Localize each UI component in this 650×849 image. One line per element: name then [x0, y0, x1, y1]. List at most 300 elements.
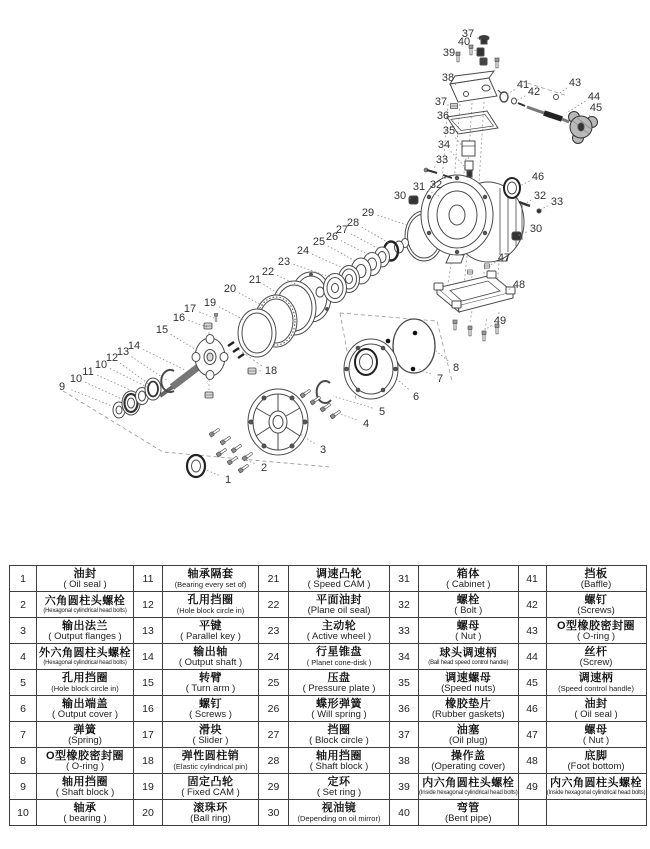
- part-output-cover-6: [344, 339, 398, 399]
- table-row: [10, 618, 647, 644]
- part-name-cell: [289, 618, 390, 644]
- part-name-cell: [419, 696, 519, 722]
- part-knob-45: [569, 112, 598, 144]
- part-name-cell: [289, 566, 390, 592]
- part-name-cn: 内六角圆柱头螺栓: [422, 776, 515, 789]
- part-number-label: 33: [435, 154, 449, 166]
- part-number-label: 11: [82, 366, 94, 378]
- part-name-cell: [163, 592, 259, 618]
- part-name-en: ( Cabinet ): [446, 578, 491, 590]
- part-number-cell: 24: [259, 644, 289, 670]
- part-name-cn: 螺母: [456, 619, 480, 632]
- part-name-cn: 外六角圆柱头螺栓: [39, 646, 131, 659]
- part-number-cell: 36: [390, 696, 419, 722]
- part-name-cn: 橡胶垫片: [445, 697, 492, 710]
- leader-line: [520, 181, 529, 186]
- part-name-cell: [37, 748, 134, 774]
- part-name-en: ( Fixed CAM ): [181, 786, 240, 798]
- table-row: [10, 800, 647, 826]
- leader-line: [219, 307, 246, 321]
- part-number-cell: 14: [134, 644, 163, 670]
- part-number-label: 21: [248, 274, 262, 286]
- part-name-en: ( Shaft block ): [55, 786, 115, 798]
- part-name-cn: 油塞: [456, 723, 480, 736]
- part-number-label: 35: [442, 125, 456, 137]
- part-name-cell: [546, 618, 646, 644]
- part-name-en: (Bent pipe): [445, 812, 492, 824]
- part-name-cn: 滑块: [199, 723, 222, 736]
- part-bolt-4: [300, 388, 311, 398]
- part-name-cell: [289, 748, 390, 774]
- leader-line: [526, 200, 531, 203]
- part-number-cell: 35: [390, 670, 419, 696]
- part-number-label: 3: [319, 444, 327, 456]
- part-name-cn: 行星锥盘: [316, 646, 362, 658]
- leader-line: [131, 357, 168, 381]
- part-name-cell: [37, 670, 134, 696]
- part-number-label: 32: [429, 179, 443, 191]
- leader-line: [143, 349, 185, 370]
- part-number-label: 36: [436, 110, 450, 122]
- leader-line: [328, 246, 357, 262]
- leader-line: [540, 206, 548, 210]
- part-number-label: 40: [457, 36, 471, 48]
- part-number-cell: 5: [10, 670, 37, 696]
- part-number-cell: 45: [518, 670, 546, 696]
- part-number-cell: 40: [390, 800, 419, 826]
- part-plug-30b: [512, 232, 521, 240]
- part-name-cell: [419, 748, 519, 774]
- part-screw-42: [512, 98, 517, 104]
- part-name-cell: [546, 644, 646, 670]
- base-foot: [434, 264, 515, 341]
- part-name-en: ( Active wheel ): [306, 630, 372, 642]
- table-row: [10, 774, 647, 800]
- part-name-cn: 压盘: [327, 671, 351, 684]
- table-row: [10, 566, 647, 592]
- part-name-cn: 滚珠环: [193, 801, 228, 814]
- part-name-cell: [163, 722, 259, 748]
- part-number-cell: 44: [518, 644, 546, 670]
- part-name-en: (Baffle): [580, 578, 612, 590]
- part-name-cell: [546, 696, 646, 722]
- part-name-en: (Depending on oil mirror): [297, 814, 381, 823]
- part-number-label: 39: [442, 47, 456, 59]
- leader-line: [566, 101, 585, 113]
- table-row: [10, 722, 647, 748]
- part-number-cell: 4: [10, 644, 37, 670]
- part-name-cn: 油封: [584, 697, 608, 710]
- part-nut-47: [484, 264, 490, 268]
- part-number-label: 48: [512, 279, 526, 291]
- part-name-cn: 轴承隔套: [187, 568, 234, 580]
- part-number-label: 1: [224, 474, 232, 486]
- part-number-cell: 39: [390, 774, 419, 800]
- part-name-cn: O型橡胶密封圈: [45, 749, 125, 762]
- part-number-cell: 27: [259, 722, 289, 748]
- part-name-cn: 轴承: [73, 801, 97, 814]
- part-number-cell: 8: [10, 748, 37, 774]
- part-name-cell: [163, 748, 259, 774]
- part-name-cn: 调速螺母: [445, 671, 492, 684]
- part-bolt-2: [209, 427, 220, 437]
- part-slider-18: [248, 368, 256, 374]
- part-name-cell: [546, 722, 646, 748]
- part-name-cell: [419, 670, 519, 696]
- leader-line: [206, 470, 219, 475]
- part-name-cell: [289, 800, 390, 826]
- part-name-en: ( Oil seal ): [574, 708, 618, 720]
- part-number-cell: 38: [390, 748, 419, 774]
- part-number-label: 30: [393, 190, 407, 202]
- part-output-flange-3: [248, 389, 308, 455]
- part-number-cell: 13: [134, 618, 163, 644]
- part-number-label: 37: [434, 96, 448, 108]
- part-name-en: ( Output cover ): [52, 708, 118, 720]
- part-number-label: 12: [105, 352, 119, 364]
- shaft-assembly: [113, 313, 256, 418]
- part-number-label: 45: [589, 102, 603, 114]
- part-baffle-41: [500, 92, 508, 102]
- part-name-cn: 油封: [73, 567, 97, 580]
- part-number-label: 37: [461, 28, 475, 40]
- part-number-cell: 47: [518, 722, 546, 748]
- leader-line: [110, 368, 147, 387]
- part-name-cell: [546, 670, 646, 696]
- part-name-cn: 弯管: [456, 801, 480, 814]
- part-ring-19: [238, 309, 276, 357]
- part-number-label: 17: [183, 303, 197, 315]
- part-name-cell: [37, 566, 134, 592]
- part-name-cn: O型橡胶密封圈: [557, 619, 636, 632]
- leader-line: [341, 241, 369, 255]
- part-name-en: (Screws): [577, 604, 615, 616]
- part-name-en: ( Planet cone-disk ): [306, 658, 372, 667]
- leader-line: [340, 414, 357, 420]
- parts-table: [9, 565, 647, 826]
- leader-line: [397, 379, 409, 389]
- part-number-cell: 46: [518, 696, 546, 722]
- part-name-cell: [163, 774, 259, 800]
- part-name-cn: 输出法兰: [62, 619, 108, 632]
- part-name-en: (Oil plug): [448, 734, 488, 746]
- part-name-en: ( Set ring ): [316, 786, 362, 798]
- part-name-en: (Inside hexagonal cylindrical head bolts): [419, 789, 518, 796]
- part-name-en: (Elastic cylindrical pin): [173, 762, 248, 771]
- part-name-en: (Hole block circle in): [176, 606, 245, 615]
- part-name-en: ( Output flanges ): [48, 630, 122, 642]
- part-name-en: ( Block circle ): [309, 734, 369, 746]
- part-number-cell: 34: [390, 644, 419, 670]
- part-number-label: 28: [346, 217, 360, 229]
- part-number-cell: 3: [10, 618, 37, 644]
- part-name-en: (Plane oil seal): [307, 604, 371, 616]
- part-name-cell: [419, 722, 519, 748]
- part-name-cell: [289, 696, 390, 722]
- part-number-cell: 41: [518, 566, 546, 592]
- part-name-cn: 底脚: [584, 749, 608, 762]
- part-name-cell: [419, 644, 519, 670]
- part-name-en: ( O-ring ): [577, 630, 616, 642]
- part-name-cn: 球头调速柄: [439, 646, 498, 659]
- part-name-cell: [289, 722, 390, 748]
- part-name-en: ( Bolt ): [454, 604, 483, 616]
- leader-line: [171, 334, 198, 351]
- part-number-label: 10: [94, 359, 108, 371]
- leader-line: [312, 254, 345, 269]
- part-number-label: 9: [58, 381, 66, 393]
- part-number-label: 38: [441, 72, 455, 84]
- part-number-cell: 33: [390, 618, 419, 644]
- leader-line: [516, 96, 525, 101]
- part-name-cn: 螺钉: [199, 697, 222, 710]
- part-name-cn: 内六角圆柱头螺栓: [550, 776, 643, 789]
- part-name-cn: 平键: [199, 619, 222, 632]
- part-number-cell: 7: [10, 722, 37, 748]
- part-number-cell: 9: [10, 774, 37, 800]
- part-name-cn: 孔用挡圈: [187, 594, 234, 606]
- part-number-cell: 32: [390, 592, 419, 618]
- part-number-cell: 28: [259, 748, 289, 774]
- part-number-label: 34: [437, 139, 451, 151]
- part-screw-49: [468, 326, 472, 336]
- part-name-en: (Spring): [68, 734, 102, 746]
- part-name-cn: 箱体: [456, 567, 480, 580]
- part-number-label: 8: [452, 362, 460, 374]
- leader-line: [199, 312, 214, 318]
- part-name-cell: [419, 592, 519, 618]
- leader-line: [351, 234, 379, 249]
- part-number-label: 32: [533, 190, 547, 202]
- table-row: [10, 592, 647, 618]
- part-number-label: 31: [412, 181, 426, 193]
- part-number-label: 30: [529, 223, 543, 235]
- part-o-ring-8: [393, 319, 435, 373]
- part-number-cell: 17: [134, 722, 163, 748]
- part-number-label: 25: [312, 236, 326, 248]
- part-number-label: 16: [172, 312, 186, 324]
- part-number-label: 27: [335, 224, 349, 236]
- part-name-cell: [546, 566, 646, 592]
- part-screw-rod-44: [527, 107, 544, 113]
- part-name-cell: [419, 566, 519, 592]
- part-name-cell: [289, 670, 390, 696]
- part-name-cell: [163, 670, 259, 696]
- part-number-cell: 30: [259, 800, 289, 826]
- part-name-en: ( Speed CAM ): [307, 578, 371, 590]
- part-number-label: 18: [264, 365, 278, 377]
- part-number-cell: 10: [10, 800, 37, 826]
- part-number-cell: 31: [390, 566, 419, 592]
- part-number-label: 2: [260, 462, 268, 474]
- part-name-en: ( Slider ): [192, 734, 229, 746]
- leader-line: [71, 390, 112, 406]
- part-name-cell: [163, 566, 259, 592]
- leader-line: [120, 363, 150, 385]
- part-name-en: ( Parallel key ): [180, 630, 241, 642]
- leader-line: [362, 227, 389, 243]
- part-number-label: 26: [325, 231, 339, 243]
- part-number-cell: 22: [259, 592, 289, 618]
- part-number-cell: 26: [259, 696, 289, 722]
- part-name-cell: [546, 592, 646, 618]
- part-name-cn: 六角圆柱头螺栓: [44, 594, 126, 607]
- part-number-label: 44: [587, 91, 601, 103]
- part-name-cn: 弹性圆柱销: [181, 750, 240, 762]
- part-name-cn: 调速柄: [578, 672, 614, 684]
- part-name-en: (Hexagonal cylindrical head bolts): [43, 659, 127, 666]
- part-name-cn: 螺栓: [456, 593, 480, 606]
- part-number-label: 29: [361, 207, 375, 219]
- part-screw-39: [456, 52, 460, 62]
- part-number-label: 46: [531, 171, 545, 183]
- part-number-label: 13: [116, 346, 130, 358]
- part-number-cell: [518, 800, 546, 826]
- part-number-label: 6: [412, 391, 420, 403]
- part-name-en: ( Shaft block ): [309, 760, 369, 772]
- part-number-cell: 20: [134, 800, 163, 826]
- part-name-en: (Speed control handle): [558, 684, 634, 693]
- part-name-cell: [289, 774, 390, 800]
- part-spring-7: [386, 339, 391, 344]
- part-number-cell: 21: [259, 566, 289, 592]
- part-name-cell: [289, 644, 390, 670]
- part-number-label: 15: [155, 324, 169, 336]
- part-name-cell: [546, 800, 646, 826]
- part-name-cn: 孔用挡圈: [62, 672, 108, 684]
- part-name-cn: 丝杆: [584, 645, 608, 658]
- leader-line: [239, 293, 263, 306]
- part-bent-pipe-40: [477, 48, 484, 56]
- part-number-cell: 2: [10, 592, 37, 618]
- table-row: [10, 748, 647, 774]
- part-name-en: (Hole block circle in): [51, 684, 119, 693]
- part-name-cell: [163, 800, 259, 826]
- part-name-cell: [546, 774, 646, 800]
- part-number-cell: 16: [134, 696, 163, 722]
- part-name-cell: [37, 696, 134, 722]
- parts-table-body: [10, 566, 647, 826]
- part-number-cell: 25: [259, 670, 289, 696]
- part-foot-48: [434, 271, 515, 312]
- part-number-cell: 23: [259, 618, 289, 644]
- part-name-en: ( O-ring ): [66, 760, 104, 772]
- part-number-cell: 48: [518, 748, 546, 774]
- part-number-label: 4: [362, 418, 370, 430]
- part-name-cn: 转臂: [199, 671, 222, 684]
- part-number-label: 42: [527, 86, 541, 98]
- part-number-cell: 19: [134, 774, 163, 800]
- part-ball-handle-34: [465, 161, 473, 177]
- part-name-en: (Inside hexagonal cylindrical head bolts): [546, 789, 646, 796]
- part-name-cell: [163, 618, 259, 644]
- part-name-cell: [419, 800, 519, 826]
- part-name-cn: 螺母: [584, 723, 608, 736]
- part-number-cell: 18: [134, 748, 163, 774]
- part-name-cn: 弹簧: [73, 723, 97, 736]
- output-assembly: [187, 319, 435, 477]
- part-name-cell: [37, 618, 134, 644]
- part-plug-30a: [409, 196, 418, 204]
- part-nut-37b: [450, 103, 457, 108]
- part-name-cell: [546, 748, 646, 774]
- part-number-label: 41: [516, 79, 530, 91]
- part-number-cell: 12: [134, 592, 163, 618]
- part-number-cell: 37: [390, 722, 419, 748]
- part-name-cell: [163, 696, 259, 722]
- part-name-cn: 输出端盖: [62, 697, 108, 710]
- leader-line: [472, 47, 477, 52]
- table-row: [10, 670, 647, 696]
- part-number-cell: 29: [259, 774, 289, 800]
- part-name-cell: [37, 644, 134, 670]
- part-name-en: (Ball ring): [190, 812, 231, 824]
- part-name-en: ( Turn arm ): [185, 682, 236, 694]
- part-name-en: (Speed nuts): [441, 682, 496, 694]
- top-control-assembly: [447, 36, 525, 178]
- table-row: [10, 644, 647, 670]
- part-name-cell: [419, 618, 519, 644]
- part-name-cn: 轴用挡圈: [62, 775, 108, 788]
- part-name-en: ( Nut ): [455, 630, 482, 642]
- part-number-label: 47: [497, 252, 511, 264]
- part-number-label: 10: [69, 373, 83, 385]
- part-number-cell: 6: [10, 696, 37, 722]
- leader-line: [433, 166, 435, 169]
- part-name-cell: [419, 774, 519, 800]
- part-name-cn: 轴用挡圈: [316, 749, 362, 762]
- part-number-cell: 1: [10, 566, 37, 592]
- part-number-label: 14: [127, 340, 141, 352]
- leader-line: [486, 325, 492, 329]
- part-name-cell: [37, 722, 134, 748]
- part-speed-nut-35: [462, 141, 475, 156]
- part-name-en: ( Oil seal ): [63, 578, 107, 590]
- part-name-cn: 挡板: [584, 567, 608, 580]
- part-number-label: 49: [493, 315, 507, 327]
- part-name-en: ( Output shaft ): [178, 656, 243, 668]
- part-name-en: (Ball head speed control handle): [428, 659, 509, 666]
- part-o-ring-43: [554, 95, 559, 100]
- part-number-label: 5: [378, 406, 386, 418]
- part-name-cn: 定环: [327, 775, 351, 788]
- part-name-cn: 固定凸轮: [187, 775, 234, 788]
- part-name-en: (Hexagonal cylindrical head bolts): [43, 607, 127, 614]
- table-row: [10, 696, 647, 722]
- part-number-label: 23: [277, 256, 291, 268]
- part-number-cell: 15: [134, 670, 163, 696]
- part-number-label: 7: [436, 373, 444, 385]
- part-name-cell: [37, 774, 134, 800]
- part-number-cell: 11: [134, 566, 163, 592]
- part-name-en: ( bearing ): [63, 812, 107, 824]
- part-name-en: ( Screws ): [189, 708, 232, 720]
- part-name-en: ( Nut ): [582, 734, 610, 746]
- part-name-cn: 蝶形弹簧: [316, 697, 362, 710]
- part-number-cell: 42: [518, 592, 546, 618]
- part-number-label: 33: [550, 196, 564, 208]
- part-name-en: (Rubber gaskets): [431, 708, 505, 720]
- part-name-cell: [289, 592, 390, 618]
- part-name-cn: 视油镜: [321, 802, 357, 814]
- part-number-label: 20: [223, 283, 237, 295]
- part-number-label: 22: [261, 266, 275, 278]
- part-name-cn: 输出轴: [193, 645, 228, 658]
- part-name-cn: 操作盖: [451, 749, 486, 762]
- part-name-cell: [37, 592, 134, 618]
- part-name-cell: [37, 800, 134, 826]
- part-name-en: (Foot bottom): [567, 760, 625, 772]
